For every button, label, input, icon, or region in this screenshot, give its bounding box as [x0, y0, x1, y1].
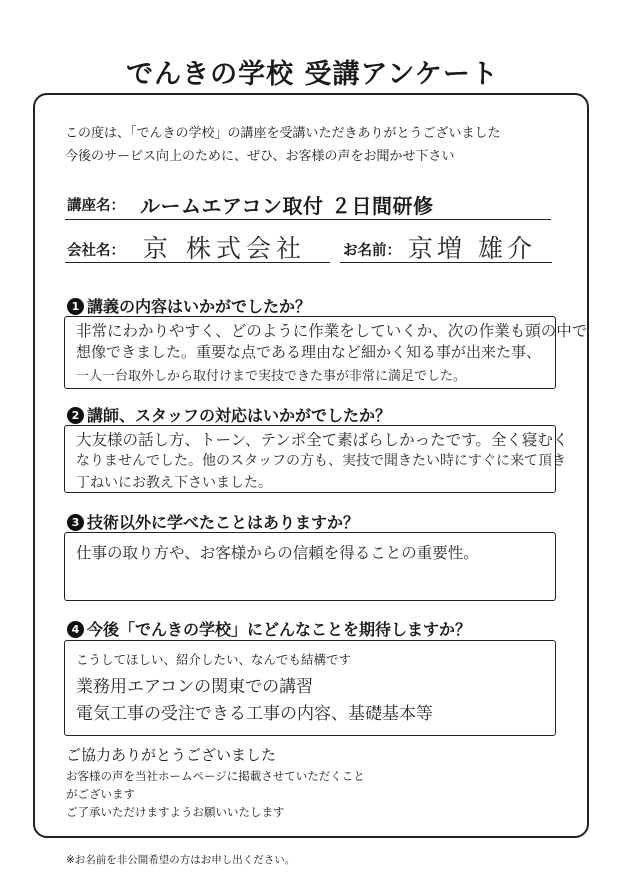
question-number-badge: 4: [67, 621, 84, 638]
person-name-label: お名前：: [343, 243, 401, 259]
question-text: 講義の内容はいかがでしたか？: [87, 297, 312, 316]
question-2: [67, 403, 391, 426]
answer-2-line-3: 丁ねいにお教え下さいました。: [76, 475, 272, 491]
question-4: [67, 617, 471, 640]
thanks-text: ご協力ありがとうございました: [66, 746, 277, 764]
course-label: 講座名：: [67, 198, 125, 214]
answer-4-line-2: 電気工事の受注できる工事の内容、基礎基本等: [76, 704, 433, 724]
answer-1-line-1: 非常にわかりやすく、どのように作業をしていくか、次の作業も頭の中で: [76, 322, 588, 340]
question-number-badge: 1: [67, 298, 84, 315]
footnote: ※お名前を非公開希望の方はお申し出ください。: [66, 854, 296, 866]
course-underline: [65, 219, 551, 220]
intro-line-1: この度は、「でんきの学校」の講座を受講いただきありがとうございました: [65, 126, 501, 141]
question-text: 講師、スタッフの対応はいかがでしたか？: [87, 406, 392, 425]
question-text: 技術以外に学べたことはありますか？: [87, 513, 360, 532]
course-name: ルームエアコン取付 ２日間研修: [140, 194, 434, 218]
intro-line-2: 今後のサービス向上のために、ぜひ、お客様の声をお聞かせ下さい: [65, 149, 455, 164]
closing-line-1: お客様の声を当社ホームページに掲載させていただくこと: [66, 769, 365, 783]
question-number-badge: 3: [67, 514, 84, 531]
company-underline: [65, 262, 330, 263]
person-name-value: 京増 雄介: [408, 234, 536, 263]
answer-4-line-1: 業務用エアコンの関東での講習: [76, 677, 314, 697]
company-label: 会社名：: [67, 243, 125, 259]
name-underline: [340, 262, 552, 263]
question-4-hint: こうしてほしい、紹介したい、なんでも結構です: [76, 652, 352, 667]
closing-line-3: ご了承いただけますようお願いいたします: [66, 805, 285, 819]
answer-1-line-2: 想像できました。重要な点である理由など細かく知る事が出来た事、: [76, 343, 542, 361]
answer-3-line-1: 仕事の取り方や、お客様からの信頼を得ることの重要性。: [76, 544, 479, 562]
answer-2-line-1: 大友様の話し方、トーン、テンポ全て素ばらしかったです。全く寝むく: [76, 431, 569, 449]
question-text: 今後「でんきの学校」にどんなことを期待しますか？: [87, 620, 472, 639]
answer-2-line-2: なりませんでした。他のスタッフの方も、実技で聞きたい時にすぐに来て頂き: [76, 453, 566, 469]
question-1: [67, 294, 311, 317]
company-value: 京 株式会社: [143, 234, 306, 263]
survey-title: でんきの学校 受講アンケート: [126, 59, 499, 90]
question-3: [67, 510, 359, 533]
answer-1-line-3: 一人一台取外しから取付けまで実技できた事が非常に満足でした。: [76, 369, 467, 384]
question-number-badge: 2: [67, 407, 84, 424]
closing-line-2: がございます: [66, 787, 135, 801]
